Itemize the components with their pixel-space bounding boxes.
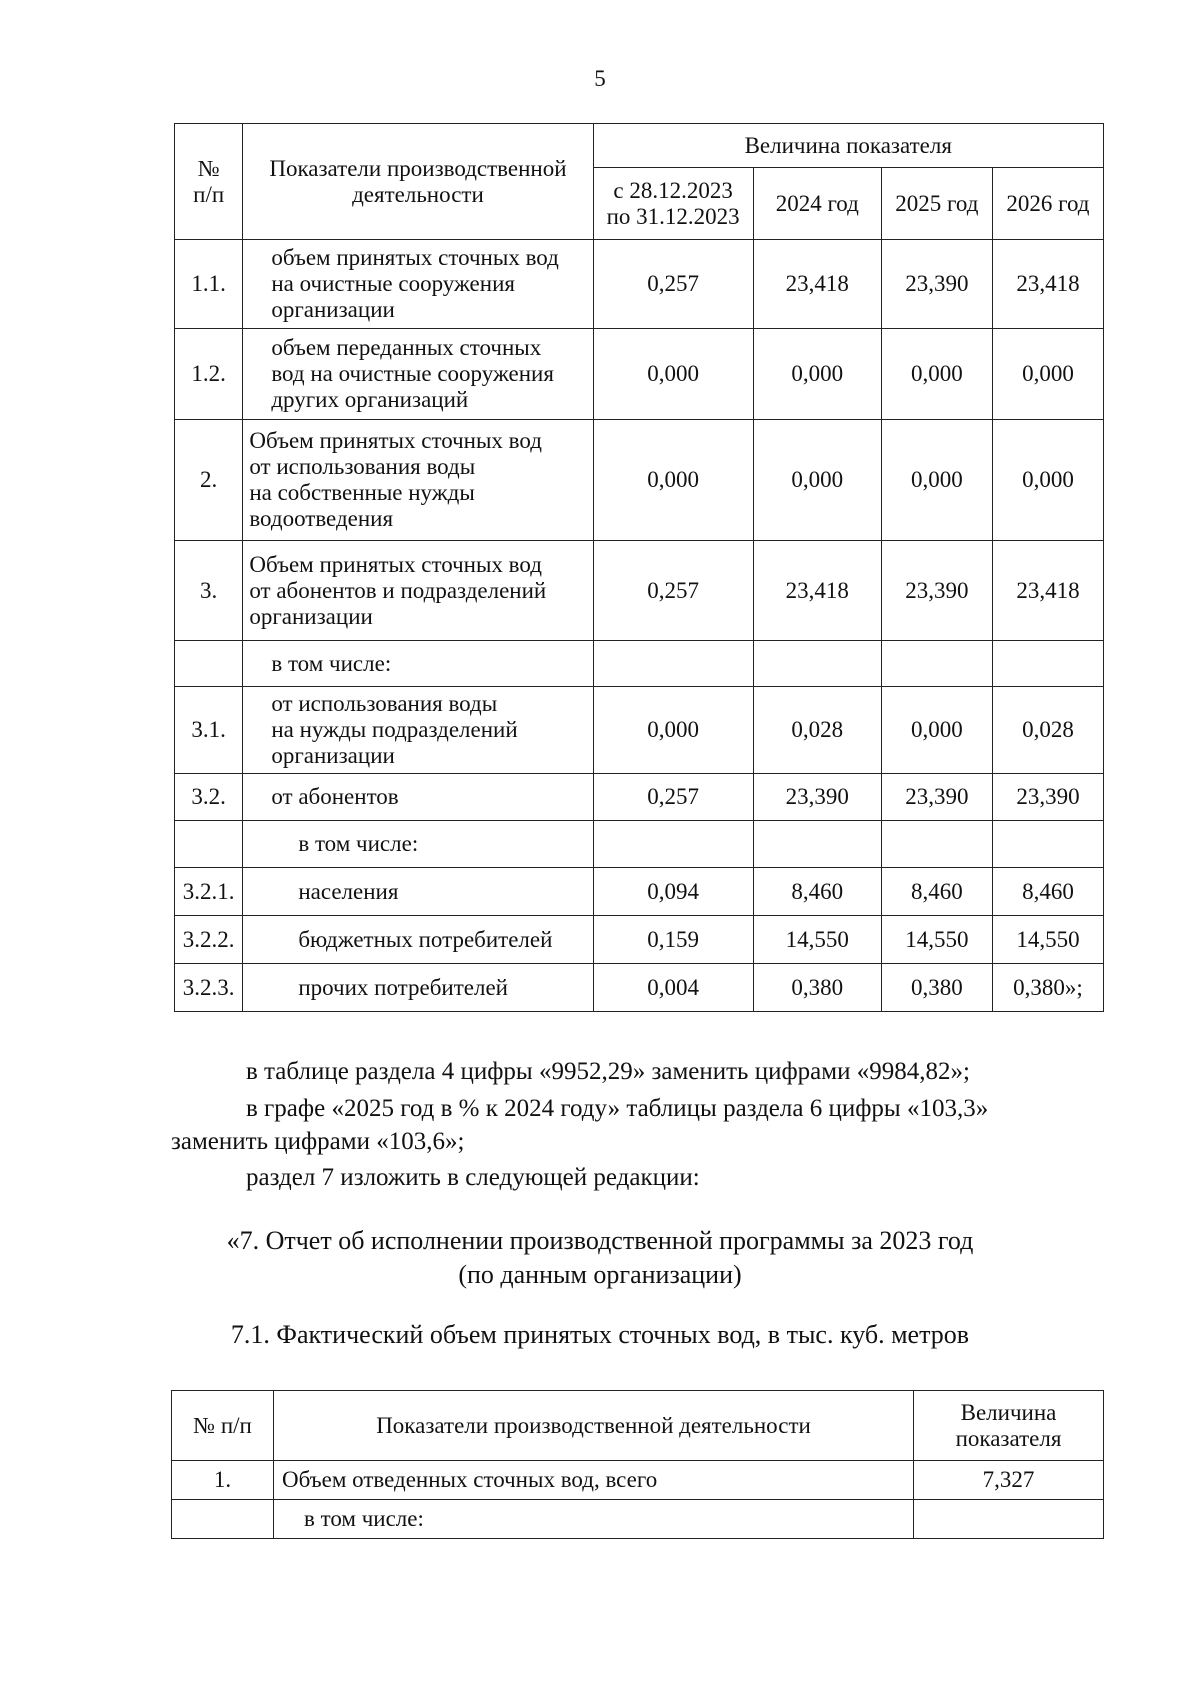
row-value: 14,550 — [881, 916, 992, 964]
row-value: 23,390 — [753, 774, 881, 821]
row-value — [914, 1500, 1104, 1539]
header-period: 2025 год — [881, 168, 992, 240]
row-num: 3.2.3. — [175, 964, 243, 1012]
table-row — [175, 821, 1104, 868]
header-value: Величина показателя — [914, 1391, 1104, 1461]
row-num: 1.1. — [175, 240, 243, 329]
amendment-paragraph-2-line-2: заменить цифрами «103,6»; — [171, 1128, 465, 1155]
row-label: в том числе: — [243, 821, 593, 868]
row-label: населения — [243, 868, 593, 916]
row-num: 1. — [172, 1461, 274, 1500]
table-row — [175, 774, 1104, 821]
header-period: с 28.12.2023 по 31.12.2023 — [593, 168, 753, 240]
row-value: 0,094 — [593, 868, 753, 916]
row-value: 0,257 — [593, 774, 753, 821]
row-label: в том числе: — [274, 1500, 914, 1539]
header-indicator: Показатели производственной деятельности — [274, 1391, 914, 1461]
row-label: Объем принятых сточных вод от использования воды на собственные нужды водоотведения — [243, 420, 593, 541]
row-value: 0,000 — [992, 420, 1103, 541]
header-value-group: Величина показателя — [593, 124, 1103, 168]
row-value: 0,159 — [593, 916, 753, 964]
table-row — [175, 541, 1104, 641]
row-num — [172, 1500, 274, 1539]
row-value — [753, 641, 881, 687]
row-num — [175, 821, 243, 868]
row-label: прочих потребителей — [243, 964, 593, 1012]
row-value: 0,000 — [753, 329, 881, 420]
page-number: 5 — [594, 66, 606, 91]
row-value: 0,380 — [753, 964, 881, 1012]
row-value — [992, 641, 1103, 687]
row-value — [593, 821, 753, 868]
table-row — [175, 420, 1104, 541]
row-value — [881, 821, 992, 868]
actual-wastewater-table — [171, 1390, 1104, 1539]
table-row — [175, 329, 1104, 420]
row-value: 0,380»; — [992, 964, 1103, 1012]
table-row — [175, 240, 1104, 329]
row-num: 3.1. — [175, 687, 243, 774]
table-row — [172, 1461, 1104, 1500]
section-subtitle: 7.1. Фактический объем принятых сточных вод, в тыс. куб. метров — [230, 1320, 970, 1349]
row-num — [175, 641, 243, 687]
table-row — [175, 868, 1104, 916]
row-value: 7,327 — [914, 1461, 1104, 1500]
row-value: 0,000 — [753, 420, 881, 541]
row-value: 23,418 — [992, 240, 1103, 329]
row-value: 8,460 — [992, 868, 1103, 916]
row-value: 0,000 — [593, 420, 753, 541]
row-num: 3.2.2. — [175, 916, 243, 964]
row-value: 0,000 — [881, 329, 992, 420]
header-period: 2024 год — [753, 168, 881, 240]
row-value: 0,380 — [881, 964, 992, 1012]
row-value — [753, 821, 881, 868]
row-label: бюджетных потребителей — [243, 916, 593, 964]
table-row — [175, 916, 1104, 964]
section-title-line-2: (по данным организации) — [458, 1260, 742, 1289]
amendment-paragraph-1: в таблице раздела 4 цифры «9952,29» заменить цифрами «9984,82»; — [246, 1058, 970, 1085]
row-value: 0,028 — [753, 687, 881, 774]
header-num: № п/п — [175, 124, 243, 240]
table-row — [175, 687, 1104, 774]
table-row — [175, 641, 1104, 687]
row-label: объем переданных сточных вод на очистные сооружения других организаций — [243, 329, 593, 420]
row-value: 23,390 — [881, 240, 992, 329]
header-indicator: Показатели производственной деятельности — [243, 124, 593, 240]
row-label: в том числе: — [243, 641, 593, 687]
row-label: объем принятых сточных вод на очистные сооружения организации — [243, 240, 593, 329]
section-title-line-1: «7. Отчет об исполнении производственной программы за 2023 год — [226, 1226, 974, 1255]
row-value: 0,028 — [992, 687, 1103, 774]
row-value: 0,000 — [593, 687, 753, 774]
row-label: Объем отведенных сточных вод, всего — [274, 1461, 914, 1500]
row-value: 0,000 — [593, 329, 753, 420]
row-num: 2. — [175, 420, 243, 541]
row-value: 8,460 — [881, 868, 992, 916]
row-label: от абонентов — [243, 774, 593, 821]
row-value: 23,390 — [881, 541, 992, 641]
row-label: от использования воды на нужды подразделений организации — [243, 687, 593, 774]
row-value: 0,000 — [992, 329, 1103, 420]
row-value: 23,390 — [992, 774, 1103, 821]
table-row — [172, 1500, 1104, 1539]
table-header-row — [172, 1391, 1104, 1461]
row-value — [881, 641, 992, 687]
row-value: 14,550 — [992, 916, 1103, 964]
row-value: 0,000 — [881, 420, 992, 541]
row-value: 23,418 — [992, 541, 1103, 641]
table-row — [175, 964, 1104, 1012]
row-value: 0,257 — [593, 240, 753, 329]
row-value: 0,257 — [593, 541, 753, 641]
row-value: 23,418 — [753, 240, 881, 329]
header-period: 2026 год — [992, 168, 1103, 240]
row-num: 3. — [175, 541, 243, 641]
row-label: Объем принятых сточных вод от абонентов и подразделений организации — [243, 541, 593, 641]
amendment-paragraph-2-line-1: в графе «2025 год в % к 2024 году» таблицы раздела 6 цифры «103,3» — [246, 1095, 989, 1122]
header-num: № п/п — [172, 1391, 274, 1461]
row-num: 3.2.1. — [175, 868, 243, 916]
row-num: 3.2. — [175, 774, 243, 821]
row-value: 23,418 — [753, 541, 881, 641]
row-value — [992, 821, 1103, 868]
row-num: 1.2. — [175, 329, 243, 420]
table-header-row — [175, 124, 1104, 168]
row-value: 8,460 — [753, 868, 881, 916]
production-indicators-table — [174, 123, 1104, 1012]
row-value — [593, 641, 753, 687]
amendment-paragraph-3: раздел 7 изложить в следующей редакции: — [246, 1164, 700, 1191]
row-value: 23,390 — [881, 774, 992, 821]
row-value: 0,000 — [881, 687, 992, 774]
row-value: 0,004 — [593, 964, 753, 1012]
row-value: 14,550 — [753, 916, 881, 964]
